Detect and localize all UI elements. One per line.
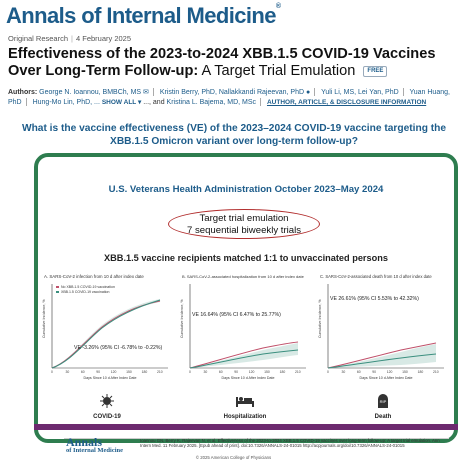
panel-infection	[40, 270, 174, 400]
x-tick: 90	[372, 370, 377, 374]
design-line-1: Target trial emulation	[199, 213, 289, 224]
x-tick: 120	[386, 370, 393, 374]
panel-b-xlabel: Days Since 10 d After Index Date	[221, 376, 275, 380]
outcome-hospitalization	[178, 393, 312, 420]
email-icon[interactable]: ✉	[143, 89, 149, 96]
author-divider	[403, 88, 404, 96]
free-badge: FREE	[363, 66, 387, 77]
x-tick: 30	[203, 370, 208, 374]
death-curve-plot	[316, 270, 450, 390]
panel-hospitalization	[178, 270, 312, 400]
author-disclosure-link[interactable]: AUTHOR, ARTICLE, & DISCLOSURE INFORMATION	[266, 99, 427, 106]
x-tick: 0	[189, 370, 191, 374]
author-divider	[260, 98, 261, 106]
x-tick: 0	[51, 370, 53, 374]
panel-b-ve: VE 16.64% (95% CI 6.47% to 25.77%)	[192, 312, 281, 318]
author-link-ioannou[interactable]: George N. Ioannou, BMBCh, MS	[39, 89, 142, 96]
design-oval	[168, 209, 320, 239]
author-divider	[26, 98, 27, 106]
study-setting: U.S. Veterans Health Administration October 2023–May 2024	[108, 184, 384, 195]
panel-a-x-ticks	[51, 370, 163, 374]
title-subtitle: A Target Trial Emulation	[198, 63, 356, 79]
author-link-huang[interactable]: Yuan Huang, PhD	[8, 89, 450, 106]
last-author-prefix: ..., and	[143, 99, 165, 106]
virus-icon	[97, 393, 117, 409]
meta-divider: |	[71, 34, 73, 43]
tombstone-icon	[375, 393, 391, 409]
outcome-label-death: Death	[374, 414, 392, 420]
x-tick: 150	[264, 370, 270, 374]
panel-c-ve: VE 26.61% (95% CI 5.53% to 42.32%)	[330, 296, 419, 302]
outcome-label-hospitalization: Hospitalization	[223, 414, 267, 420]
x-tick: 120	[110, 370, 117, 374]
legend-swatch-vaccinated	[56, 291, 59, 293]
authors-label: Authors:	[8, 89, 38, 96]
outcome-covid	[40, 393, 174, 420]
x-tick: 60	[356, 370, 361, 374]
panel-a-unvaccinated-curve	[52, 301, 160, 368]
x-tick: 90	[234, 370, 239, 374]
x-tick: 210	[156, 370, 163, 374]
panel-death	[316, 270, 450, 400]
author-link-bajema[interactable]: Kristina L. Bajema, MD, MSc	[166, 99, 257, 106]
x-tick: 210	[294, 370, 301, 374]
tombstone-text: RIP	[379, 399, 387, 404]
x-tick: 30	[65, 370, 70, 374]
panel-b-ylabel: Cumulative Incidence, %	[180, 299, 184, 338]
chevron-down-icon: ▾	[137, 99, 142, 106]
legend-vaccinated: XBB.1.5 COVID-19 vaccination	[61, 290, 110, 294]
title-main: Effectiveness of the 2023-to-2024 XBB.1.5 COVID-19 Vaccines Over Long-Term Follow-up:	[8, 46, 436, 79]
citation-journal-logo	[66, 437, 136, 455]
panel-c-x-ticks	[327, 370, 439, 374]
author-list	[8, 88, 463, 108]
journal-name: Annals of Internal Medicine	[6, 3, 276, 28]
matching-statement: XBB.1.5 vaccine recipients matched 1:1 to unvaccinated persons	[104, 253, 388, 263]
panel-c-title: C. SARS-CoV-2-associated death from 10 d after index date	[320, 274, 432, 279]
publication-date: 4 February 2025	[75, 34, 132, 43]
hospital-bed-icon	[234, 393, 256, 409]
x-tick: 30	[341, 370, 346, 374]
x-tick: 90	[96, 370, 101, 374]
author-link-lin[interactable]: Hung-Mo Lin, PhD, ...	[32, 99, 100, 106]
panel-c-xlabel: Days Since 10 d After Index Date	[359, 376, 413, 380]
journal-logo[interactable]	[6, 3, 280, 29]
x-tick: 150	[126, 370, 132, 374]
orcid-icon[interactable]: ●	[306, 89, 311, 96]
legend-unvaccinated: No XBB.1.5 COVID-19 vaccination	[61, 285, 115, 289]
infection-curve-plot	[40, 270, 174, 390]
hospitalization-curve-plot	[178, 270, 312, 390]
key-question: What is the vaccine effectiveness (VE) of the 2023–2024 COVID-19 vaccine targeting the XBB.1.5 Omicron variant over long-term follow-up?	[21, 123, 447, 147]
panel-c-ylabel: Cumulative Incidence, %	[318, 299, 322, 338]
design-line-2: 7 sequential biweekly trials	[186, 225, 302, 236]
show-all-label: SHOW ALL	[101, 99, 137, 106]
panel-b-ci-band	[190, 343, 298, 368]
article-title	[8, 46, 458, 80]
x-tick: 60	[80, 370, 85, 374]
panel-a-title: A. SARS-CoV-2 infection from 10 d after index date	[44, 274, 144, 279]
legend-swatch-unvaccinated	[56, 286, 59, 288]
panel-b-title: B. SARS-CoV-2-associated hospitalization from 10 d after index date	[182, 274, 304, 279]
article-meta	[8, 34, 131, 43]
x-tick: 120	[248, 370, 255, 374]
author-divider	[314, 88, 315, 96]
panel-b-x-ticks	[189, 370, 301, 374]
citation-logo-sub: of Internal Medicine	[66, 447, 124, 454]
outcome-death	[316, 393, 450, 420]
author-link-li-yan[interactable]: Yuli Li, MS, Lei Yan, PhD	[321, 89, 399, 96]
citation-logo-name: Annals	[66, 435, 103, 449]
panel-a-xlabel: Days Since 10 d After Index Date	[83, 376, 137, 380]
panel-a-ylabel: Cumulative Incidence, %	[42, 299, 46, 338]
show-all-authors-button[interactable]	[102, 99, 141, 106]
x-tick: 210	[432, 370, 439, 374]
panel-a-ve: VE -3.26% (95% CI -6.78% to -0.22%)	[74, 345, 163, 351]
frame-accent-bar	[34, 424, 458, 430]
copyright-notice: © 2025 American College of Physicians	[195, 455, 272, 460]
x-tick: 180	[279, 370, 286, 374]
x-tick: 180	[141, 370, 148, 374]
author-divider	[153, 88, 154, 96]
author-link-berry-rajeevan[interactable]: Kristin Berry, PhD, Nallakkandi Rajeevan, PhD	[159, 89, 305, 96]
citation-text: Ioannou GN, Berry K, Rajeevan N, et al. Effectiveness of the 2023-to-2024 XBB.1.5 COVID-19 vaccines over long-term follow-up: A target trial emulation. Ann Intern Med. 11 February 2025. [Epub ahead of print]. doi:10.7326/ANNALS-24-01015 http://acpjournals.org/doi/10.7326/ANNALS-24-01015	[140, 438, 440, 449]
x-tick: 150	[402, 370, 408, 374]
x-tick: 60	[218, 370, 223, 374]
x-tick: 180	[417, 370, 424, 374]
registered-mark: ®	[275, 3, 281, 10]
article-type: Original Research	[8, 34, 69, 43]
outcome-label-covid: COVID-19	[93, 414, 121, 420]
x-tick: 0	[327, 370, 329, 374]
